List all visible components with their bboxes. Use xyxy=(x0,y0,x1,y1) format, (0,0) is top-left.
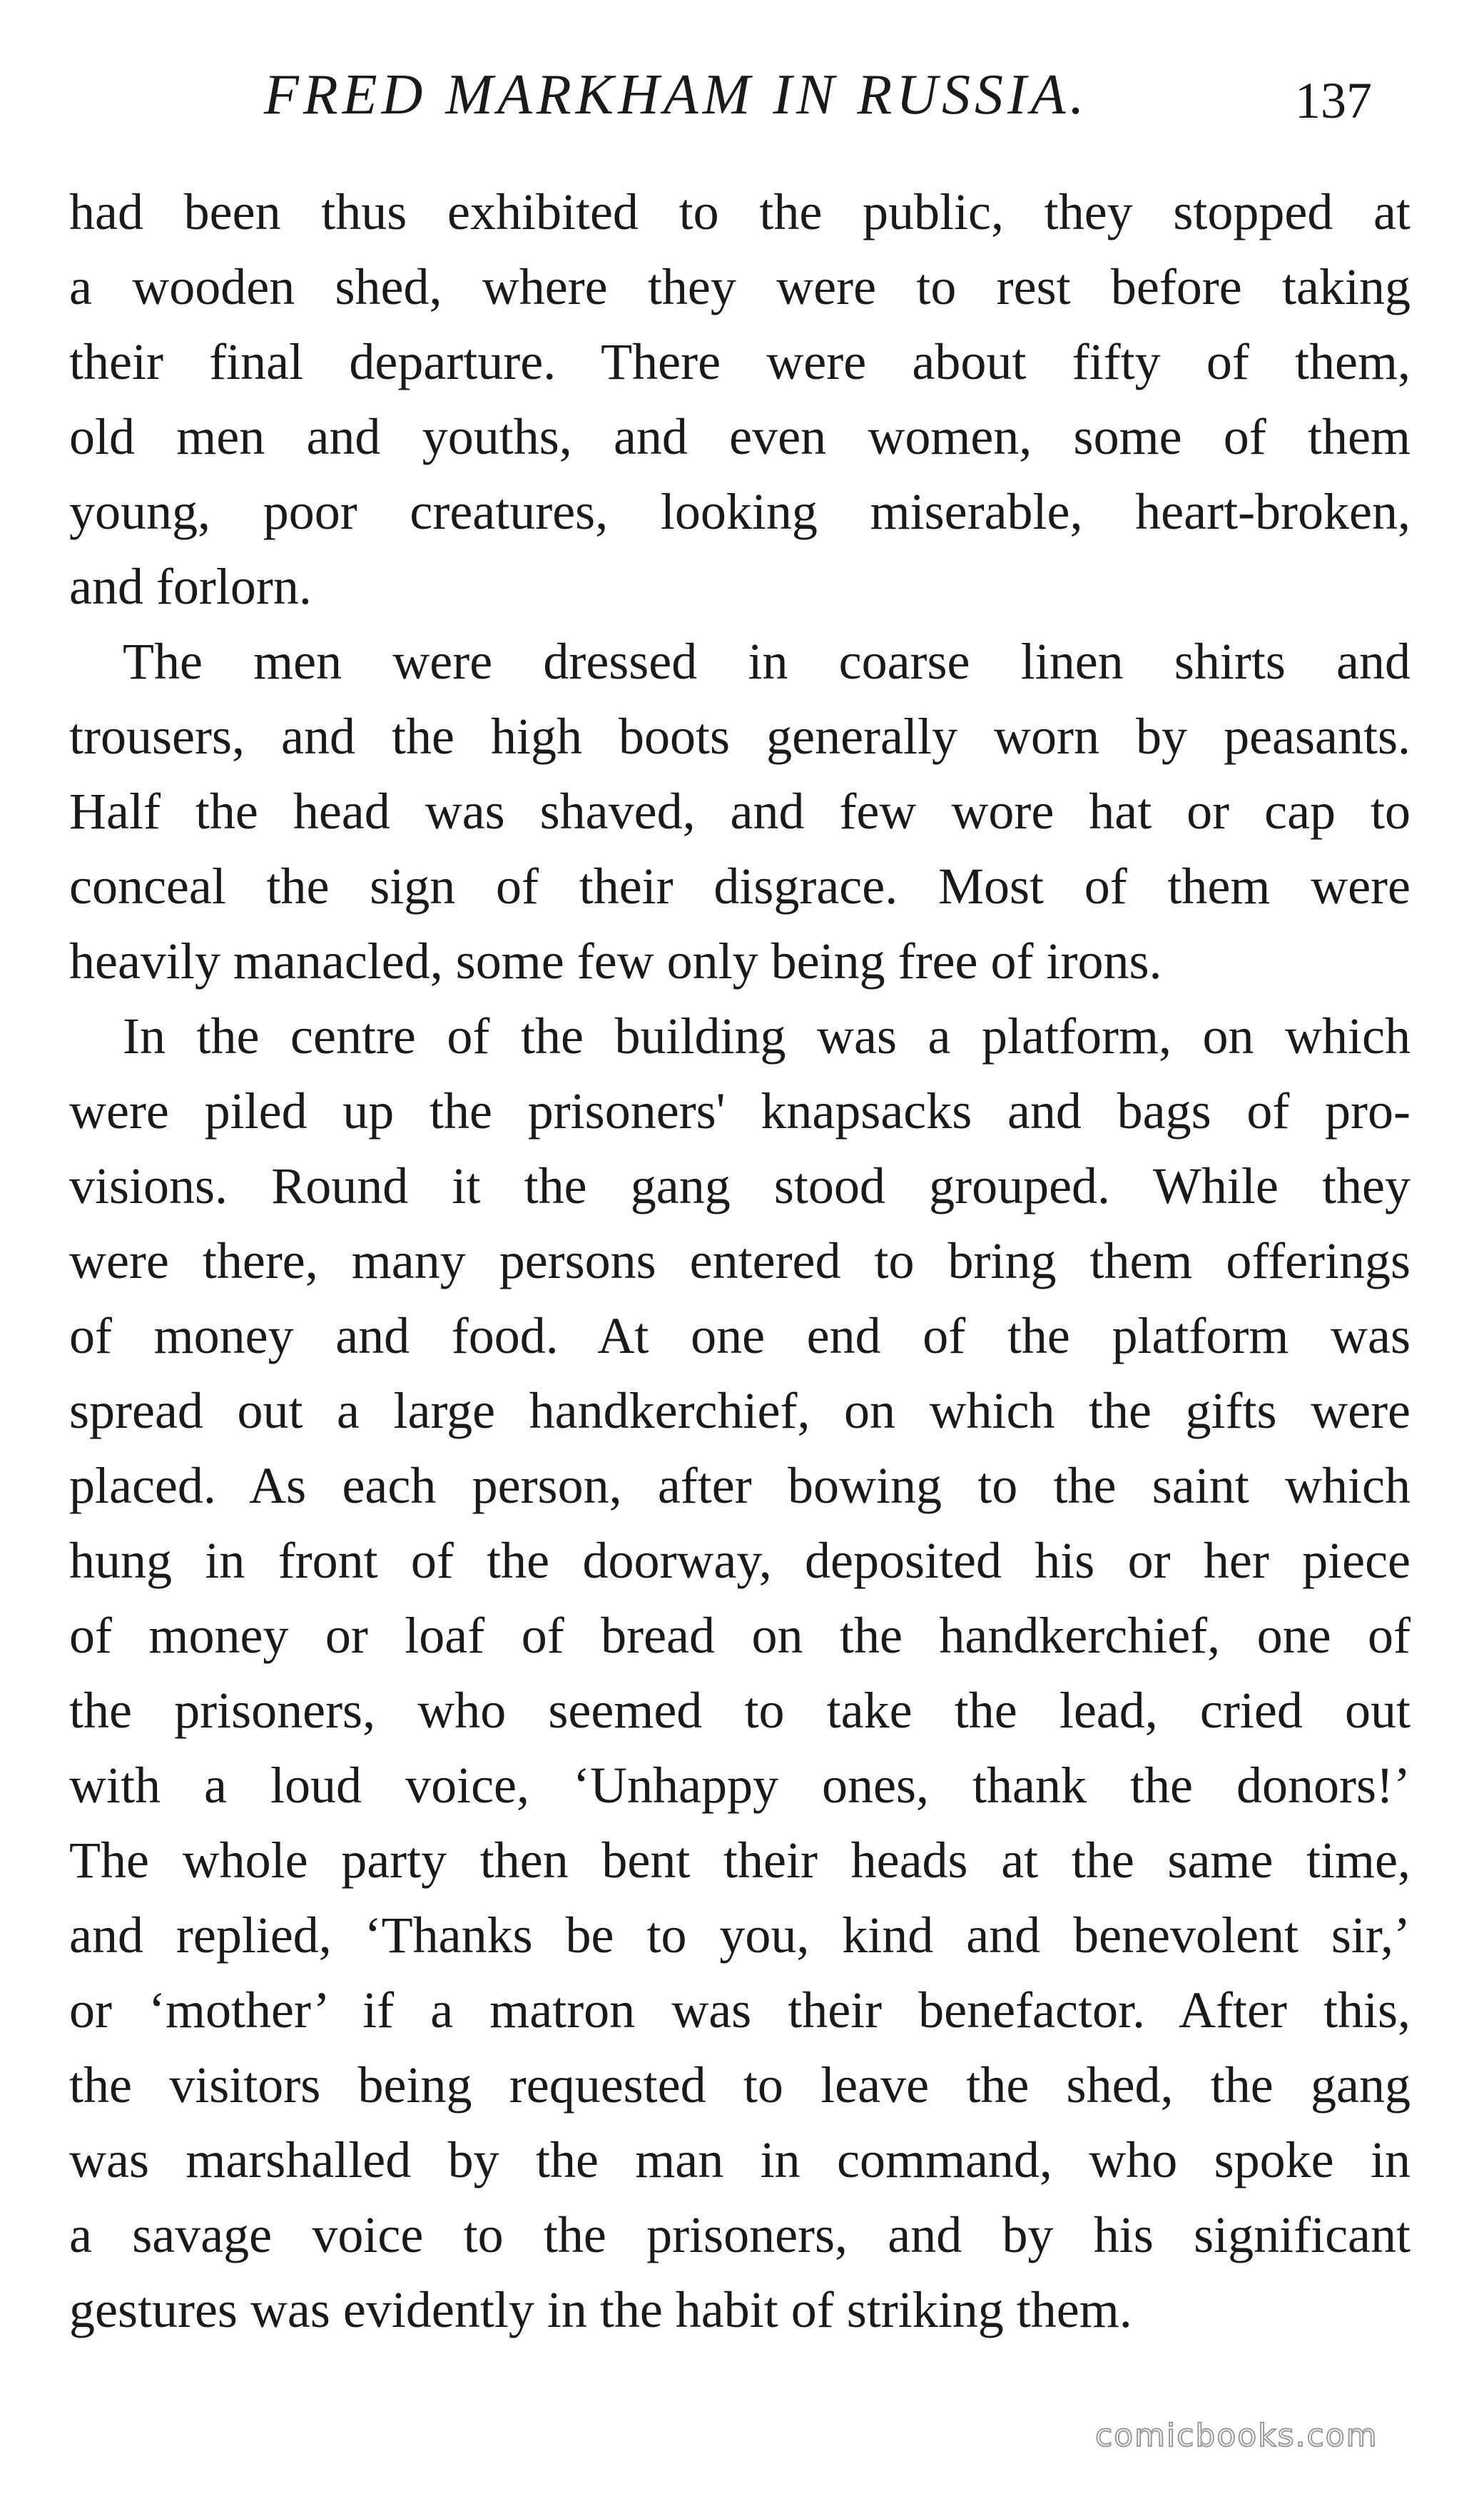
text-line: heavily manacled, some few only being free of irons. xyxy=(69,933,1162,990)
text-line: with a loud voice, ‘Unhappy ones, thank the donors!’ xyxy=(69,1757,1411,1814)
watermark: comicbooks.com xyxy=(1095,2418,1378,2454)
text-line: and replied, ‘Thanks be to you, kind and benevolent sir,’ xyxy=(69,1907,1411,1964)
text-line: of money or loaf of bread on the handkerchief, one of xyxy=(69,1607,1411,1664)
text-line: trousers, and the high boots generally worn by peasants. xyxy=(69,708,1411,765)
text-line: was marshalled by the man in command, who spoke in xyxy=(69,2131,1411,2188)
text-line: had been thus exhibited to the public, they stopped at xyxy=(69,183,1411,240)
text-line: placed. As each person, after bowing to the saint which xyxy=(69,1457,1411,1514)
text-line: the visitors being requested to leave the shed, the gang xyxy=(69,2056,1411,2114)
text-line: conceal the sign of their disgrace. Most of them were xyxy=(69,858,1411,915)
text-line: their final departure. There were about fifty of them, xyxy=(69,333,1411,390)
text-line: The men were dressed in coarse linen shirts and xyxy=(123,633,1411,690)
text-line: spread out a large handkerchief, on which the gifts were xyxy=(69,1382,1411,1439)
paragraph xyxy=(69,999,1411,2348)
text-line: old men and youths, and even women, some of them xyxy=(69,408,1411,465)
paragraph xyxy=(69,624,1411,999)
text-line: were there, many persons entered to bring them offerings xyxy=(69,1232,1411,1289)
page-number: 137 xyxy=(1295,72,1372,129)
text-line: of money and food. At one end of the platform was xyxy=(69,1307,1411,1364)
text-line: gestures was evidently in the habit of striking them. xyxy=(69,2281,1132,2338)
text-line: The whole party then bent their heads at the same time, xyxy=(69,1832,1411,1889)
page-header xyxy=(0,0,1484,178)
text-line: young, poor creatures, looking miserable, heart-broken, xyxy=(69,483,1411,540)
text-line: were piled up the prisoners' knapsacks and bags of pro- xyxy=(69,1082,1411,1140)
text-line: hung in front of the doorway, deposited his or her piece xyxy=(69,1532,1411,1589)
running-title: FRED MARKHAM IN RUSSIA. xyxy=(264,64,1089,126)
text-line: or ‘mother’ if a matron was their benefactor. After this, xyxy=(69,1982,1411,2039)
body-text xyxy=(69,175,1411,2348)
text-line: Half the head was shaved, and few wore hat or cap to xyxy=(69,783,1411,840)
text-line: visions. Round it the gang stood grouped. While they xyxy=(69,1157,1411,1214)
text-line: a wooden shed, where they were to rest before taking xyxy=(69,258,1411,315)
text-line: In the centre of the building was a platform, on which xyxy=(123,1008,1411,1065)
text-line: the prisoners, who seemed to take the lead, cried out xyxy=(69,1682,1411,1739)
text-line: and forlorn. xyxy=(69,558,312,615)
paragraph xyxy=(69,175,1411,624)
text-line: a savage voice to the prisoners, and by his significant xyxy=(69,2206,1411,2263)
